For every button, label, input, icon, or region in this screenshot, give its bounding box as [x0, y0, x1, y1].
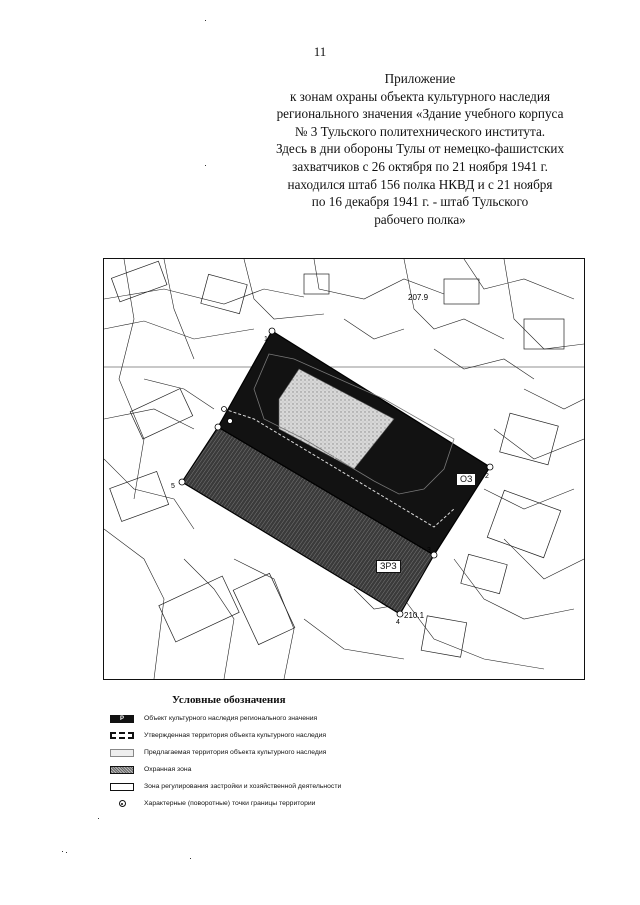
scan-speck — [205, 165, 206, 166]
header-line: Приложение — [384, 71, 456, 86]
turning-point-swatch — [110, 800, 134, 808]
legend-label: Предлагаемая территория объекта культурного наследия — [144, 749, 327, 756]
legend-item — [110, 761, 470, 778]
protection-zone-swatch — [110, 766, 134, 774]
header-line: регионального значения «Здание учебного корпуса — [276, 106, 564, 122]
legend-title: Условные обозначения — [172, 694, 286, 706]
legend-label: Объект культурного наследия регионального значения — [144, 715, 318, 722]
point-label: 4 — [396, 619, 400, 626]
oz-zone-label: ОЗ — [456, 473, 476, 486]
page-number: 11 — [313, 44, 327, 59]
scan-speck — [66, 852, 67, 853]
header-line: рабочего полка» — [374, 211, 466, 227]
point-label: 2 — [485, 473, 489, 480]
legend-label: Характерные (поворотные) точки границы территории — [144, 800, 316, 807]
elevation-mark: 210.1 — [404, 611, 425, 620]
scan-speck — [205, 20, 206, 21]
approved-territory-swatch — [110, 732, 134, 739]
object-marker: Р — [334, 455, 339, 461]
legend-label: Утвержденная территория объекта культурного наследия — [144, 732, 327, 739]
legend-item — [110, 795, 470, 812]
header-line: по 16 декабря 1941 г. - штаб Тульского — [311, 194, 529, 210]
header-line: № 3 Тульского политехнического института. — [294, 123, 546, 139]
point-label: 3 — [427, 547, 431, 554]
regulation-zone-swatch — [110, 783, 134, 791]
legend-label: Охранная зона — [144, 766, 192, 773]
header-line: к зонам охраны объекта культурного наследия — [289, 88, 551, 104]
legend — [110, 710, 470, 812]
header-line: Здесь в дни обороны Тулы от немецко-фашистских — [275, 141, 565, 157]
scan-speck — [62, 851, 63, 852]
elevation-mark: 207.9 — [408, 293, 429, 302]
header-line: находился штаб 156 полка НКВД и с 21 ноября — [287, 176, 553, 192]
header-line: захватчиков с 26 октября по 21 ноября 1941 г. — [292, 158, 548, 174]
point-label: 5 — [171, 483, 175, 490]
legend-item — [110, 778, 470, 795]
scan-speck — [98, 818, 99, 819]
point-label: 1 — [264, 336, 268, 343]
zrz-zone-label: ЗРЗ — [376, 560, 401, 573]
proposed-territory-swatch — [110, 749, 134, 757]
zone-map — [103, 258, 585, 680]
legend-item — [110, 727, 470, 744]
scan-speck — [190, 858, 191, 859]
legend-item — [110, 710, 470, 727]
map-drawing — [104, 259, 584, 679]
heritage-object-swatch: Р — [110, 715, 134, 723]
legend-label: Зона регулирования застройки и хозяйственной деятельности — [144, 783, 342, 790]
legend-item — [110, 744, 470, 761]
appendix-header — [250, 70, 590, 228]
